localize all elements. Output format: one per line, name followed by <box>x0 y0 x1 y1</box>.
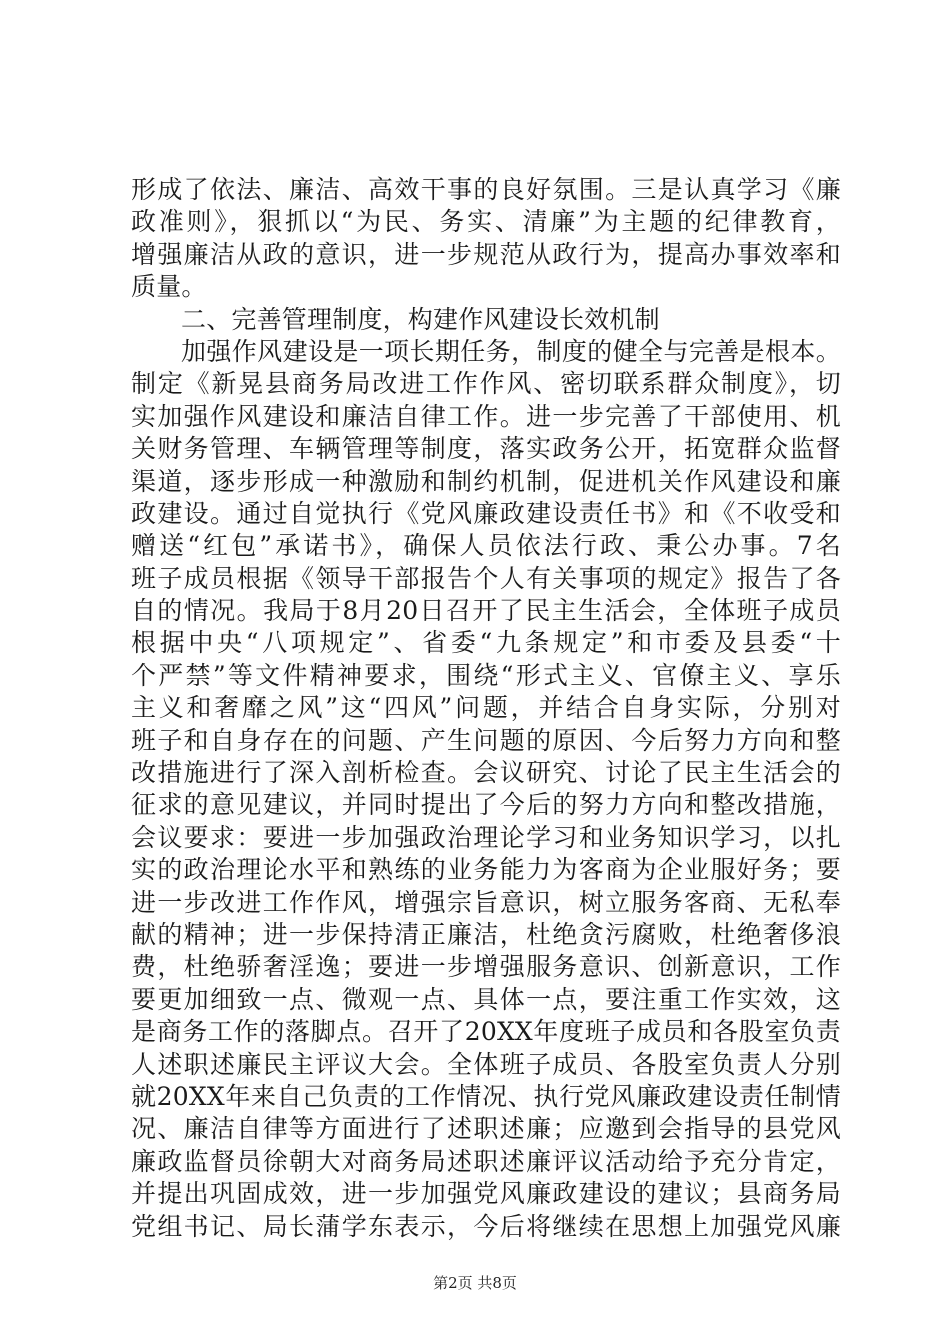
text-line: 班子成员根据《领导干部报告个人有关事项的规定》报告了各 <box>131 563 841 593</box>
section-heading: 二、完善管理制度，构建作风建设长效机制 <box>181 304 660 334</box>
text-line: 政建设。通过自觉执行《党风廉政建设责任书》和《不收受和 <box>131 498 841 528</box>
page-footer <box>0 1272 950 1293</box>
text-line: 主义和奢靡之风”这“四风”问题，并结合自身实际，分别对 <box>131 693 841 723</box>
text-line: 制定《新晃县商务局改进工作作风、密切联系群众制度》，切 <box>131 369 841 399</box>
body-text <box>131 174 841 1243</box>
text-line: 加强作风建设是一项长期任务，制度的健全与完善是根本。 <box>181 336 841 366</box>
text-line: 实加强作风建设和廉洁自律工作。进一步完善了干部使用、机 <box>131 401 841 431</box>
text-line: 政准则》，狠抓以“为民、务实、清廉”为主题的纪律教育， <box>131 207 841 237</box>
page-number: 第2页 共8页 <box>433 1274 517 1292</box>
text-line: 根据中央“八项规定”、省委“九条规定”和市委及县委“十 <box>131 628 841 658</box>
text-line: 形成了依法、廉洁、高效干事的良好氛围。三是认真学习《廉 <box>131 175 841 204</box>
text-line: 就20XX年来自己负责的工作情况、执行党风廉政建设责任制情 <box>131 1081 841 1111</box>
text-line: 会议要求：要进一步加强政治理论学习和业务知识学习，以扎 <box>131 822 841 852</box>
text-line: 关财务管理、车辆管理等制度，落实政务公开，拓宽群众监督 <box>131 434 841 464</box>
text-line: 党组书记、局长蒲学东表示，今后将继续在思想上加强党风廉 <box>131 1211 841 1241</box>
text-line: 质量。 <box>131 272 207 302</box>
text-line: 廉政监督员徐朝大对商务局述职述廉评议活动给予充分肯定， <box>131 1146 841 1176</box>
text-line: 增强廉洁从政的意识，进一步规范从政行为，提高办事效率和 <box>131 239 841 269</box>
text-line: 要更加细致一点、微观一点、具体一点，要注重工作实效，这 <box>131 984 841 1014</box>
text-line: 班子和自身存在的问题、产生问题的原因、今后努力方向和整 <box>131 725 841 755</box>
text-line: 并提出巩固成效，进一步加强党风廉政建设的建议；县商务局 <box>131 1179 841 1209</box>
text-line: 个严禁”等文件精神要求，围绕“形式主义、官僚主义、享乐 <box>131 660 841 690</box>
text-line: 况、廉洁自律等方面进行了述职述廉；应邀到会指导的县党风 <box>131 1114 841 1144</box>
text-line: 渠道，逐步形成一种激励和制约机制，促进机关作风建设和廉 <box>131 466 841 496</box>
text-line: 赠送“红包”承诺书》，确保人员依法行政、秉公办事。7名 <box>131 531 841 561</box>
text-line: 改措施进行了深入剖析检查。会议研究、讨论了民主生活会的 <box>131 758 841 788</box>
text-line: 征求的意见建议，并同时提出了今后的努力方向和整改措施， <box>131 790 841 820</box>
text-line: 人述职述廉民主评议大会。全体班子成员、各股室负责人分别 <box>131 1049 841 1079</box>
text-line: 进一步改进工作作风，增强宗旨意识，树立服务客商、无私奉 <box>131 887 841 917</box>
text-line: 费，杜绝骄奢淫逸；要进一步增强服务意识、创新意识，工作 <box>131 952 841 982</box>
text-line: 自的情况。我局于8月20日召开了民主生活会，全体班子成员 <box>131 596 841 626</box>
text-line: 是商务工作的落脚点。召开了20XX年度班子成员和各股室负责 <box>131 1017 841 1047</box>
text-line: 实的政治理论水平和熟练的业务能力为客商为企业服好务；要 <box>131 855 841 885</box>
text-line: 献的精神；进一步保持清正廉洁，杜绝贪污腐败，杜绝奢侈浪 <box>131 919 841 949</box>
